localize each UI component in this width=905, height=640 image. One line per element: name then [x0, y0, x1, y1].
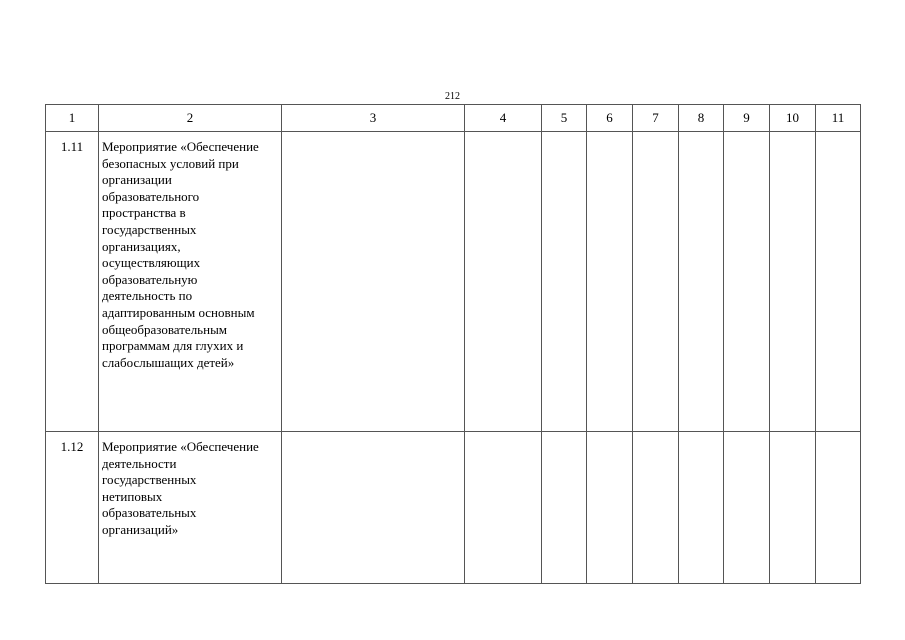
empty-cell — [724, 432, 770, 584]
column-header: 3 — [282, 105, 465, 132]
column-header: 5 — [542, 105, 587, 132]
empty-cell — [679, 432, 724, 584]
empty-cell — [633, 432, 679, 584]
empty-cell — [542, 132, 587, 432]
table-row — [46, 132, 861, 432]
empty-cell — [816, 132, 861, 432]
column-header: 4 — [465, 105, 542, 132]
empty-cell — [282, 432, 465, 584]
empty-cell — [633, 132, 679, 432]
table-row — [46, 432, 861, 584]
column-header: 11 — [816, 105, 861, 132]
column-header: 8 — [679, 105, 724, 132]
column-header: 10 — [770, 105, 816, 132]
data-table — [45, 104, 861, 584]
row-description: Мероприятие «Обеспечение деятельности государственных нетиповых образовательных организаций» — [99, 432, 282, 584]
empty-cell — [587, 132, 633, 432]
empty-cell — [724, 132, 770, 432]
column-header: 2 — [99, 105, 282, 132]
empty-cell — [816, 432, 861, 584]
row-number: 1.12 — [46, 432, 99, 584]
column-header: 9 — [724, 105, 770, 132]
column-header: 1 — [46, 105, 99, 132]
empty-cell — [770, 132, 816, 432]
column-header: 6 — [587, 105, 633, 132]
empty-cell — [542, 432, 587, 584]
empty-cell — [770, 432, 816, 584]
row-number: 1.11 — [46, 132, 99, 432]
table-header-row — [46, 105, 861, 132]
empty-cell — [465, 132, 542, 432]
empty-cell — [282, 132, 465, 432]
empty-cell — [465, 432, 542, 584]
row-description: Мероприятие «Обеспечение безопасных условий при организации образовательного пространства в государственных организациях, осуществляющих образовательную деятельность по адаптированным основным общеобразовательным программам для глухих и слабослышащих детей» — [99, 132, 282, 432]
page-number: 212 — [445, 91, 460, 102]
empty-cell — [587, 432, 633, 584]
empty-cell — [679, 132, 724, 432]
column-header: 7 — [633, 105, 679, 132]
